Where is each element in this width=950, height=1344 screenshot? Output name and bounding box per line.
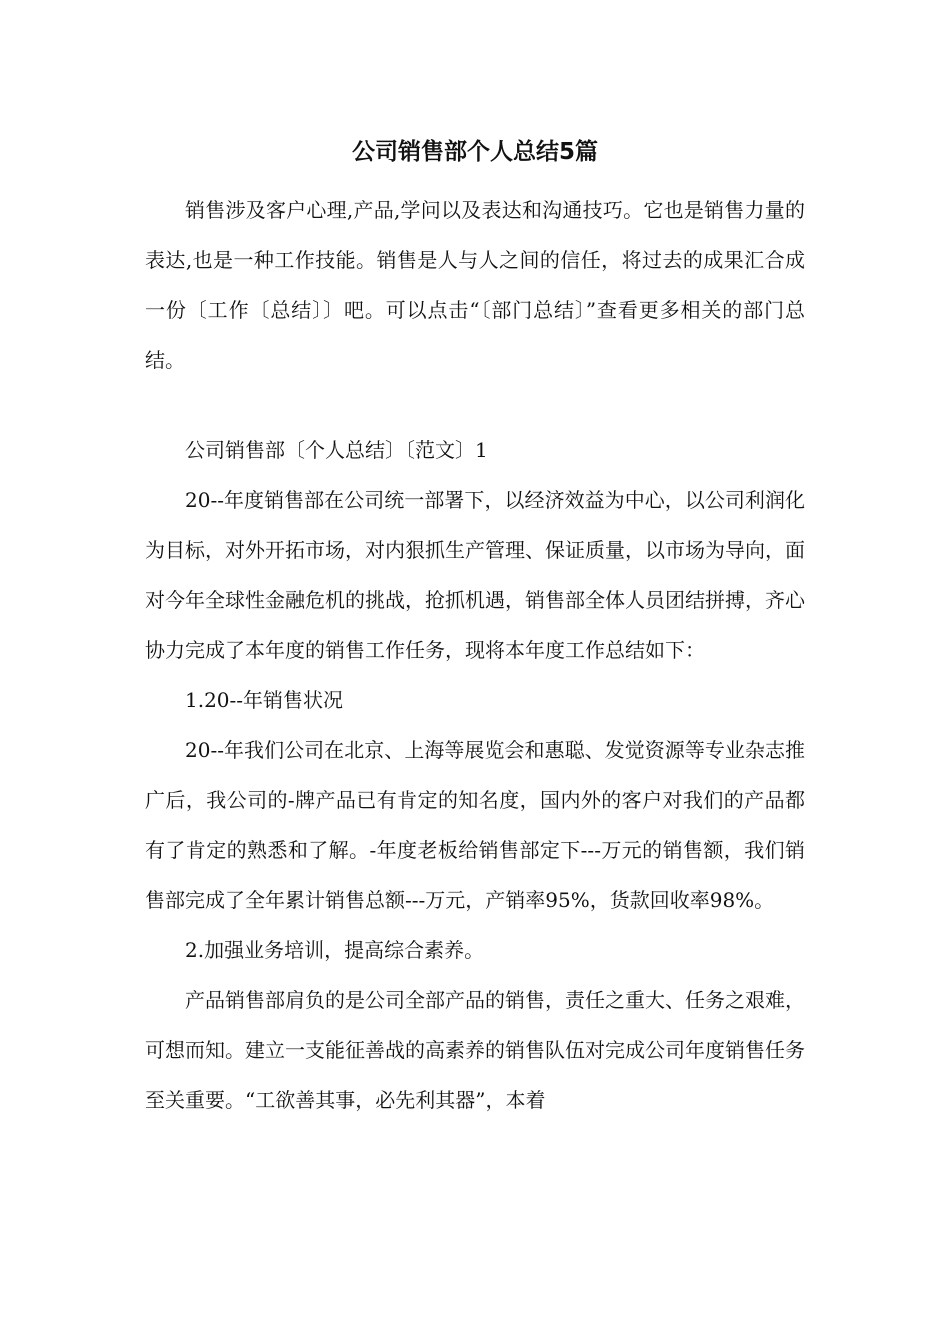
section-heading: 公司销售部〔个人总结〕〔范文〕1 (185, 438, 488, 462)
subheading: 2.加强业务培训，提高综合素养。 (185, 938, 485, 962)
intro-paragraph: 销售涉及客户心理,产品,学问以及表达和沟通技巧。它也是销售力量的表达,也是一种工作技能。销售是人与人之间的信任，将过去的成果汇合成一份〔工作〔总结〕〕吧。可以点击“〔部门总结〕”查看更多相关的部门总结。 (145, 198, 805, 372)
paragraph: 20--年我们公司在北京、上海等展览会和惠聪、发觉资源等专业杂志推广后，我公司的-牌产品已有肯定的知名度，国内外的客户对我们的产品都有了肯定的熟悉和了解。-年度老板给销售部定下---万元的销售额，我们销售部完成了全年累计销售总额---万元，产销率95%，货款回收率98%。 (145, 738, 805, 912)
paragraph: 产品销售部肩负的是公司全部产品的销售，责任之重大、任务之艰难，可想而知。建立一支能征善战的高素养的销售队伍对完成公司年度销售任务至关重要。“工欲善其事，必先利其器”，本着 (145, 988, 805, 1112)
document-body (145, 185, 805, 1125)
subheading: 1.20--年销售状况 (185, 688, 344, 712)
paragraph: 20--年度销售部在公司统一部署下，以经济效益为中心，以公司利润化为目标，对外开拓市场，对内狠抓生产管理、保证质量，以市场为导向，面对今年全球性金融危机的挑战，抢抓机遇，销售部全体人员团结拼搏，齐心协力完成了本年度的销售工作任务，现将本年度工作总结如下： (145, 488, 805, 662)
document-title: 公司销售部个人总结5篇 (351, 139, 598, 165)
